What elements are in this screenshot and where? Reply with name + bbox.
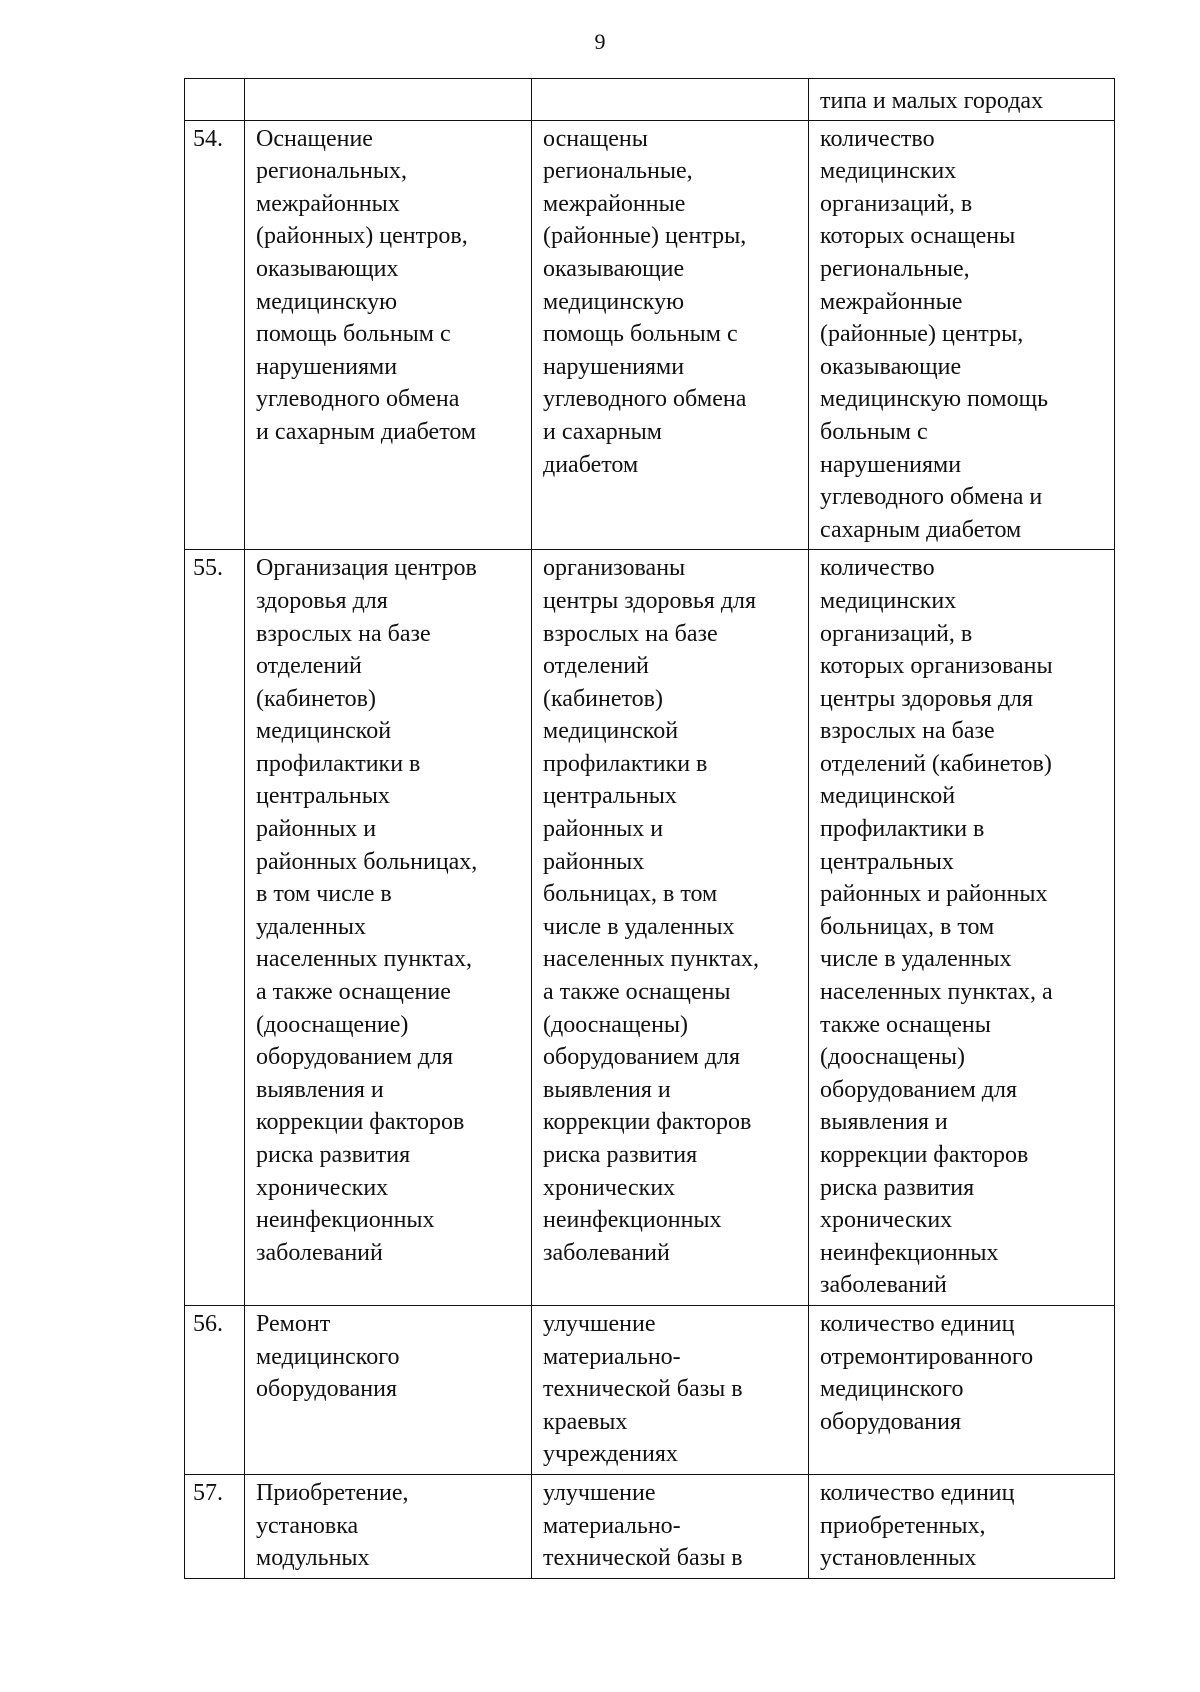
- activity-cell: [245, 79, 532, 121]
- result-cell: оснащены региональные, межрайонные (районные) центры, оказывающие медицинскую помощь больным с нарушениями углеводного обмена и сахарным диабетом: [532, 120, 809, 550]
- table-row: [185, 1474, 1115, 1578]
- row-number: [185, 79, 245, 121]
- indicator-cell: типа и малых городах: [809, 79, 1115, 121]
- row-number: 57.: [185, 1474, 245, 1578]
- result-cell: улучшение материально- технической базы в краевых учреждениях: [532, 1305, 809, 1474]
- row-number: 55.: [185, 550, 245, 1306]
- result-cell: организованы центры здоровья для взрослых на базе отделений (кабинетов) медицинской профилактики в центральных районных и районных больницах, в том числе в удаленных населенных пунктах, а также оснащены (дооснащены) оборудованием для выявления и коррекции факторов риска развития хронических неинфекционных заболеваний: [532, 550, 809, 1306]
- result-cell: улучшение материально- технической базы в: [532, 1474, 809, 1578]
- row-number: 54.: [185, 120, 245, 550]
- table-row: [185, 1305, 1115, 1474]
- activity-cell: Ремонт медицинского оборудования: [245, 1305, 532, 1474]
- result-cell: [532, 79, 809, 121]
- activity-cell: Оснащение региональных, межрайонных (районных) центров, оказывающих медицинскую помощь больным с нарушениями углеводного обмена и сахарным диабетом: [245, 120, 532, 550]
- measures-table: [184, 78, 1115, 1579]
- activity-cell: Организация центров здоровья для взрослых на базе отделений (кабинетов) медицинской профилактики в центральных районных и районных больницах, в том числе в удаленных населенных пунктах, а также оснащение (дооснащение) оборудованием для выявления и коррекции факторов риска развития хронических неинфекционных заболеваний: [245, 550, 532, 1306]
- table-row: [185, 120, 1115, 550]
- table-row: [185, 79, 1115, 121]
- page-number: 9: [594, 29, 606, 54]
- indicator-cell: количество медицинских организаций, в которых оснащены региональные, межрайонные (районные) центры, оказывающие медицинскую помощь больным с нарушениями углеводного обмена и сахарным диабетом: [809, 120, 1115, 550]
- table-row: [185, 550, 1115, 1306]
- indicator-cell: количество единиц приобретенных, установленных: [809, 1474, 1115, 1578]
- indicator-cell: количество медицинских организаций, в которых организованы центры здоровья для взрослых на базе отделений (кабинетов) медицинской профилактики в центральных районных и районных больницах, в том числе в удаленных населенных пунктах, а также оснащены (дооснащены) оборудованием для выявления и коррекции факторов риска развития хронических неинфекционных заболеваний: [809, 550, 1115, 1306]
- activity-cell: Приобретение, установка модульных: [245, 1474, 532, 1578]
- row-number: 56.: [185, 1305, 245, 1474]
- indicator-cell: количество единиц отремонтированного медицинского оборудования: [809, 1305, 1115, 1474]
